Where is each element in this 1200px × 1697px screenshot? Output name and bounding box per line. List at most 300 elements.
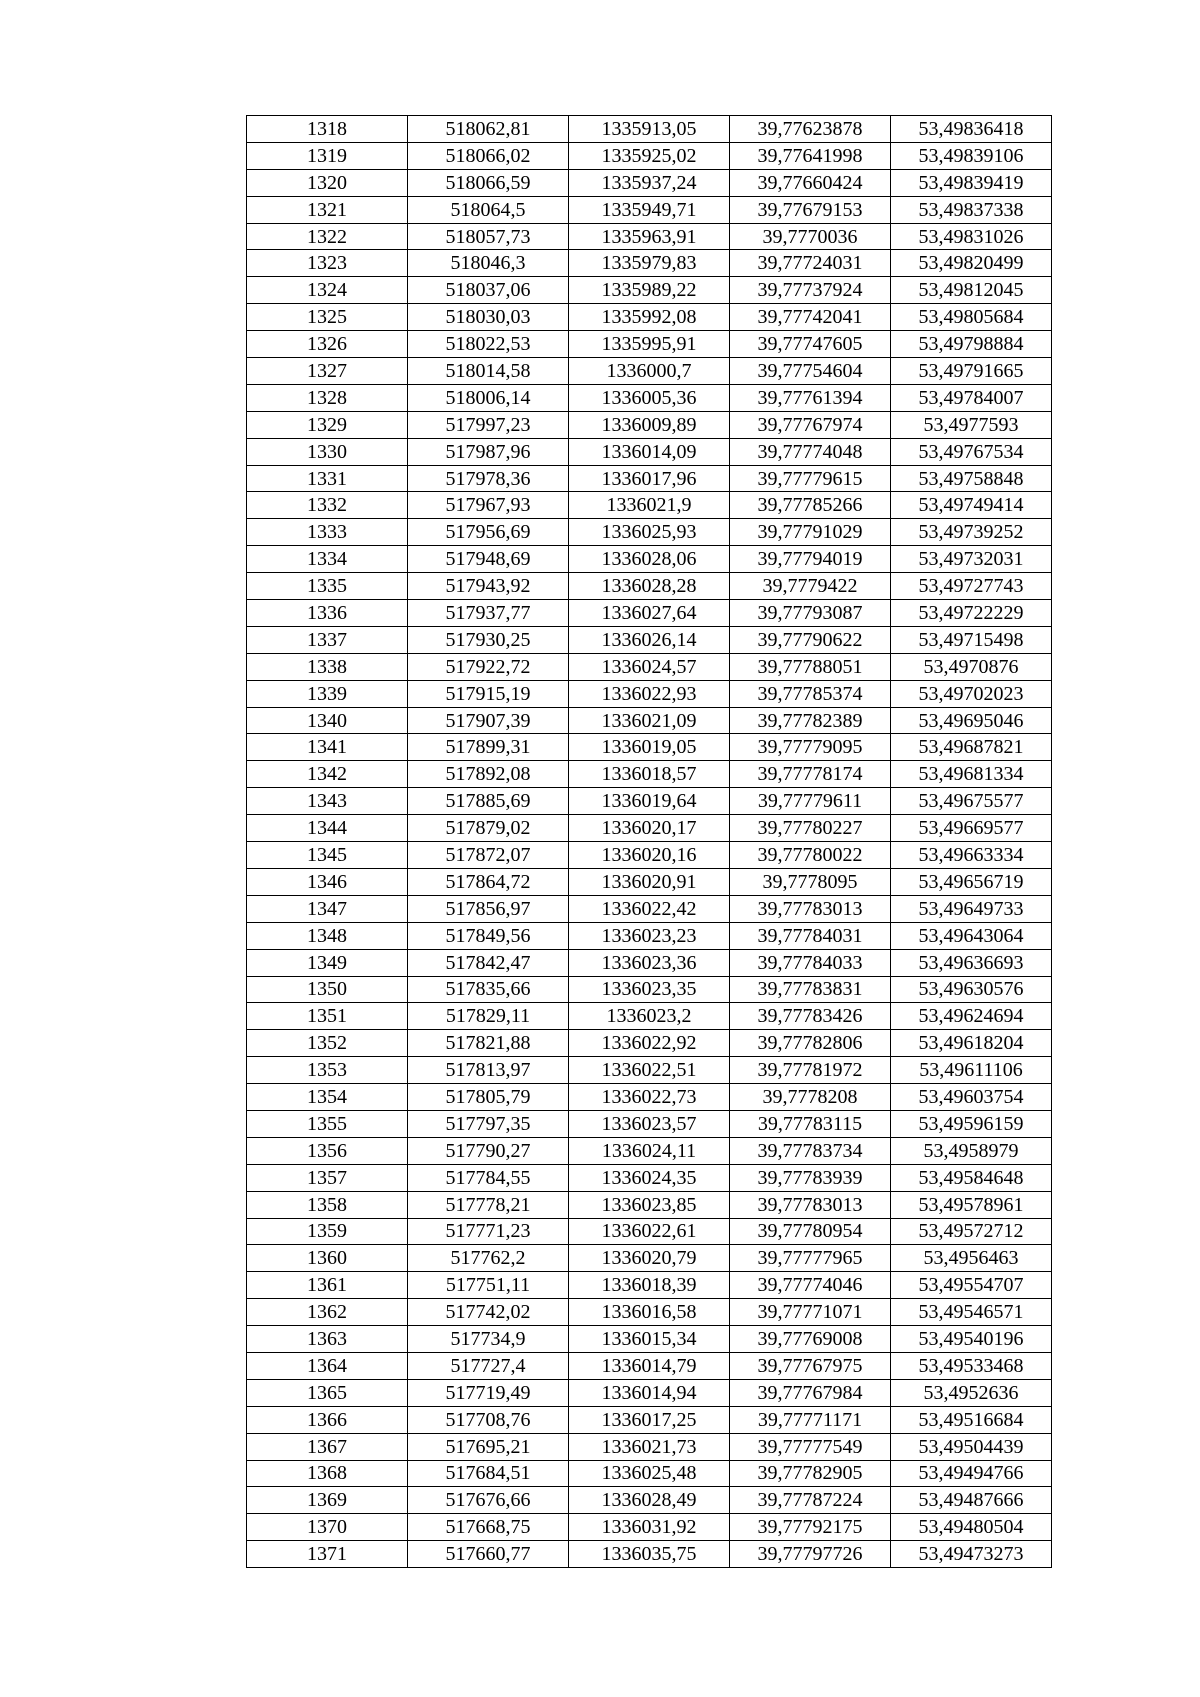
- longitude-cell: 39,77641998: [730, 142, 891, 169]
- latitude-cell: 53,49675577: [891, 788, 1052, 815]
- table-row: [247, 1541, 1052, 1568]
- table-row: [247, 250, 1052, 277]
- table-row: [247, 223, 1052, 250]
- longitude-cell: 39,77780227: [730, 815, 891, 842]
- table-row: [247, 1137, 1052, 1164]
- table-row: [247, 169, 1052, 196]
- table-row: [247, 949, 1052, 976]
- x-coordinate-cell: 517835,66: [408, 976, 569, 1003]
- x-coordinate-cell: 518022,53: [408, 331, 569, 358]
- table-row: [247, 1164, 1052, 1191]
- point-number-cell: 1328: [247, 384, 408, 411]
- point-number-cell: 1323: [247, 250, 408, 277]
- table-row: [247, 761, 1052, 788]
- point-number-cell: 1356: [247, 1137, 408, 1164]
- y-coordinate-cell: 1336026,14: [569, 626, 730, 653]
- latitude-cell: 53,49494766: [891, 1460, 1052, 1487]
- x-coordinate-cell: 518064,5: [408, 196, 569, 223]
- table-row: [247, 1326, 1052, 1353]
- point-number-cell: 1347: [247, 895, 408, 922]
- point-number-cell: 1333: [247, 519, 408, 546]
- longitude-cell: 39,77788051: [730, 653, 891, 680]
- table-row: [247, 1030, 1052, 1057]
- y-coordinate-cell: 1336035,75: [569, 1541, 730, 1568]
- latitude-cell: 53,49480504: [891, 1514, 1052, 1541]
- y-coordinate-cell: 1336020,91: [569, 868, 730, 895]
- longitude-cell: 39,77783115: [730, 1110, 891, 1137]
- x-coordinate-cell: 518066,02: [408, 142, 569, 169]
- longitude-cell: 39,7778208: [730, 1084, 891, 1111]
- point-number-cell: 1353: [247, 1057, 408, 1084]
- latitude-cell: 53,4970876: [891, 653, 1052, 680]
- x-coordinate-cell: 517856,97: [408, 895, 569, 922]
- y-coordinate-cell: 1336022,51: [569, 1057, 730, 1084]
- point-number-cell: 1348: [247, 922, 408, 949]
- x-coordinate-cell: 517813,97: [408, 1057, 569, 1084]
- point-number-cell: 1324: [247, 277, 408, 304]
- table-row: [247, 1003, 1052, 1030]
- longitude-cell: 39,77771171: [730, 1406, 891, 1433]
- x-coordinate-cell: 517742,02: [408, 1299, 569, 1326]
- longitude-cell: 39,77779095: [730, 734, 891, 761]
- y-coordinate-cell: 1335937,24: [569, 169, 730, 196]
- x-coordinate-cell: 517915,19: [408, 680, 569, 707]
- point-number-cell: 1342: [247, 761, 408, 788]
- longitude-cell: 39,77783426: [730, 1003, 891, 1030]
- table-row: [247, 653, 1052, 680]
- x-coordinate-cell: 517930,25: [408, 626, 569, 653]
- longitude-cell: 39,77780954: [730, 1218, 891, 1245]
- table-row: [247, 600, 1052, 627]
- point-number-cell: 1359: [247, 1218, 408, 1245]
- latitude-cell: 53,49596159: [891, 1110, 1052, 1137]
- longitude-cell: 39,77778174: [730, 761, 891, 788]
- y-coordinate-cell: 1336023,36: [569, 949, 730, 976]
- longitude-cell: 39,77785266: [730, 492, 891, 519]
- x-coordinate-cell: 518062,81: [408, 116, 569, 143]
- y-coordinate-cell: 1336022,73: [569, 1084, 730, 1111]
- y-coordinate-cell: 1336024,35: [569, 1164, 730, 1191]
- x-coordinate-cell: 517922,72: [408, 653, 569, 680]
- point-number-cell: 1355: [247, 1110, 408, 1137]
- point-number-cell: 1345: [247, 842, 408, 869]
- table-row: [247, 196, 1052, 223]
- x-coordinate-cell: 517978,36: [408, 465, 569, 492]
- longitude-cell: 39,77679153: [730, 196, 891, 223]
- longitude-cell: 39,77774046: [730, 1272, 891, 1299]
- point-number-cell: 1351: [247, 1003, 408, 1030]
- longitude-cell: 39,77783939: [730, 1164, 891, 1191]
- y-coordinate-cell: 1336016,58: [569, 1299, 730, 1326]
- x-coordinate-cell: 517719,49: [408, 1379, 569, 1406]
- x-coordinate-cell: 517727,4: [408, 1352, 569, 1379]
- table-row: [247, 922, 1052, 949]
- latitude-cell: 53,49487666: [891, 1487, 1052, 1514]
- point-number-cell: 1364: [247, 1352, 408, 1379]
- x-coordinate-cell: 517987,96: [408, 438, 569, 465]
- longitude-cell: 39,77779611: [730, 788, 891, 815]
- latitude-cell: 53,49831026: [891, 223, 1052, 250]
- y-coordinate-cell: 1335989,22: [569, 277, 730, 304]
- table-row: [247, 1191, 1052, 1218]
- longitude-cell: 39,77794019: [730, 546, 891, 573]
- longitude-cell: 39,77769008: [730, 1326, 891, 1353]
- y-coordinate-cell: 1336019,64: [569, 788, 730, 815]
- table-row: [247, 1299, 1052, 1326]
- table-row: [247, 626, 1052, 653]
- latitude-cell: 53,49656719: [891, 868, 1052, 895]
- longitude-cell: 39,77783013: [730, 1191, 891, 1218]
- x-coordinate-cell: 517967,93: [408, 492, 569, 519]
- table-row: [247, 815, 1052, 842]
- x-coordinate-cell: 517821,88: [408, 1030, 569, 1057]
- point-number-cell: 1354: [247, 1084, 408, 1111]
- table-row: [247, 438, 1052, 465]
- longitude-cell: 39,77783013: [730, 895, 891, 922]
- point-number-cell: 1319: [247, 142, 408, 169]
- table-row: [247, 1272, 1052, 1299]
- table-row: [247, 895, 1052, 922]
- longitude-cell: 39,7779422: [730, 573, 891, 600]
- x-coordinate-cell: 517879,02: [408, 815, 569, 842]
- y-coordinate-cell: 1336005,36: [569, 384, 730, 411]
- latitude-cell: 53,49758848: [891, 465, 1052, 492]
- x-coordinate-cell: 517778,21: [408, 1191, 569, 1218]
- y-coordinate-cell: 1335995,91: [569, 331, 730, 358]
- latitude-cell: 53,49798884: [891, 331, 1052, 358]
- y-coordinate-cell: 1336017,96: [569, 465, 730, 492]
- table-row: [247, 976, 1052, 1003]
- longitude-cell: 39,7770036: [730, 223, 891, 250]
- point-number-cell: 1363: [247, 1326, 408, 1353]
- y-coordinate-cell: 1336014,79: [569, 1352, 730, 1379]
- y-coordinate-cell: 1336014,94: [569, 1379, 730, 1406]
- point-number-cell: 1365: [247, 1379, 408, 1406]
- table-row: [247, 1352, 1052, 1379]
- point-number-cell: 1368: [247, 1460, 408, 1487]
- point-number-cell: 1358: [247, 1191, 408, 1218]
- table-row: [247, 492, 1052, 519]
- latitude-cell: 53,49702023: [891, 680, 1052, 707]
- table-row: [247, 1433, 1052, 1460]
- longitude-cell: 39,77774048: [730, 438, 891, 465]
- longitude-cell: 39,77797726: [730, 1541, 891, 1568]
- point-number-cell: 1340: [247, 707, 408, 734]
- latitude-cell: 53,49516684: [891, 1406, 1052, 1433]
- table-row: [247, 1084, 1052, 1111]
- latitude-cell: 53,4977593: [891, 411, 1052, 438]
- point-number-cell: 1325: [247, 304, 408, 331]
- latitude-cell: 53,49749414: [891, 492, 1052, 519]
- x-coordinate-cell: 517899,31: [408, 734, 569, 761]
- table-row: [247, 304, 1052, 331]
- x-coordinate-cell: 518006,14: [408, 384, 569, 411]
- latitude-cell: 53,49784007: [891, 384, 1052, 411]
- latitude-cell: 53,49732031: [891, 546, 1052, 573]
- y-coordinate-cell: 1336025,48: [569, 1460, 730, 1487]
- y-coordinate-cell: 1336020,16: [569, 842, 730, 869]
- longitude-cell: 39,77779615: [730, 465, 891, 492]
- x-coordinate-cell: 517676,66: [408, 1487, 569, 1514]
- y-coordinate-cell: 1336031,92: [569, 1514, 730, 1541]
- table-row: [247, 1057, 1052, 1084]
- longitude-cell: 39,77623878: [730, 116, 891, 143]
- x-coordinate-cell: 518030,03: [408, 304, 569, 331]
- table-row: [247, 519, 1052, 546]
- latitude-cell: 53,49669577: [891, 815, 1052, 842]
- x-coordinate-cell: 517668,75: [408, 1514, 569, 1541]
- x-coordinate-cell: 517842,47: [408, 949, 569, 976]
- longitude-cell: 39,77761394: [730, 384, 891, 411]
- y-coordinate-cell: 1336027,64: [569, 600, 730, 627]
- point-number-cell: 1318: [247, 116, 408, 143]
- table-row: [247, 788, 1052, 815]
- latitude-cell: 53,49618204: [891, 1030, 1052, 1057]
- latitude-cell: 53,49722229: [891, 600, 1052, 627]
- y-coordinate-cell: 1336015,34: [569, 1326, 730, 1353]
- x-coordinate-cell: 517734,9: [408, 1326, 569, 1353]
- x-coordinate-cell: 517872,07: [408, 842, 569, 869]
- x-coordinate-cell: 517708,76: [408, 1406, 569, 1433]
- y-coordinate-cell: 1336022,92: [569, 1030, 730, 1057]
- x-coordinate-cell: 517943,92: [408, 573, 569, 600]
- y-coordinate-cell: 1335979,83: [569, 250, 730, 277]
- y-coordinate-cell: 1335925,02: [569, 142, 730, 169]
- y-coordinate-cell: 1336021,73: [569, 1433, 730, 1460]
- longitude-cell: 39,77787224: [730, 1487, 891, 1514]
- y-coordinate-cell: 1336021,09: [569, 707, 730, 734]
- latitude-cell: 53,4952636: [891, 1379, 1052, 1406]
- table-row: [247, 1487, 1052, 1514]
- longitude-cell: 39,77724031: [730, 250, 891, 277]
- x-coordinate-cell: 517695,21: [408, 1433, 569, 1460]
- y-coordinate-cell: 1336024,11: [569, 1137, 730, 1164]
- longitude-cell: 39,7778095: [730, 868, 891, 895]
- latitude-cell: 53,49533468: [891, 1352, 1052, 1379]
- point-number-cell: 1352: [247, 1030, 408, 1057]
- table-row: [247, 1379, 1052, 1406]
- y-coordinate-cell: 1336028,49: [569, 1487, 730, 1514]
- x-coordinate-cell: 518046,3: [408, 250, 569, 277]
- point-number-cell: 1335: [247, 573, 408, 600]
- x-coordinate-cell: 518057,73: [408, 223, 569, 250]
- point-number-cell: 1346: [247, 868, 408, 895]
- table-row: [247, 1245, 1052, 1272]
- point-number-cell: 1336: [247, 600, 408, 627]
- y-coordinate-cell: 1335992,08: [569, 304, 730, 331]
- longitude-cell: 39,77784033: [730, 949, 891, 976]
- longitude-cell: 39,77785374: [730, 680, 891, 707]
- latitude-cell: 53,49739252: [891, 519, 1052, 546]
- point-number-cell: 1331: [247, 465, 408, 492]
- latitude-cell: 53,49504439: [891, 1433, 1052, 1460]
- table-row: [247, 707, 1052, 734]
- longitude-cell: 39,77780022: [730, 842, 891, 869]
- latitude-cell: 53,49603754: [891, 1084, 1052, 1111]
- longitude-cell: 39,77767984: [730, 1379, 891, 1406]
- x-coordinate-cell: 517864,72: [408, 868, 569, 895]
- longitude-cell: 39,77737924: [730, 277, 891, 304]
- point-number-cell: 1327: [247, 358, 408, 385]
- table-row: [247, 277, 1052, 304]
- x-coordinate-cell: 518014,58: [408, 358, 569, 385]
- longitude-cell: 39,77754604: [730, 358, 891, 385]
- point-number-cell: 1349: [247, 949, 408, 976]
- y-coordinate-cell: 1335949,71: [569, 196, 730, 223]
- latitude-cell: 53,49715498: [891, 626, 1052, 653]
- longitude-cell: 39,77793087: [730, 600, 891, 627]
- point-number-cell: 1366: [247, 1406, 408, 1433]
- latitude-cell: 53,49554707: [891, 1272, 1052, 1299]
- table-row: [247, 868, 1052, 895]
- x-coordinate-cell: 517784,55: [408, 1164, 569, 1191]
- point-number-cell: 1321: [247, 196, 408, 223]
- y-coordinate-cell: 1336023,85: [569, 1191, 730, 1218]
- latitude-cell: 53,49649733: [891, 895, 1052, 922]
- x-coordinate-cell: 517660,77: [408, 1541, 569, 1568]
- point-number-cell: 1338: [247, 653, 408, 680]
- latitude-cell: 53,49839106: [891, 142, 1052, 169]
- point-number-cell: 1370: [247, 1514, 408, 1541]
- longitude-cell: 39,77777965: [730, 1245, 891, 1272]
- x-coordinate-cell: 517751,11: [408, 1272, 569, 1299]
- y-coordinate-cell: 1335963,91: [569, 223, 730, 250]
- latitude-cell: 53,49805684: [891, 304, 1052, 331]
- latitude-cell: 53,49767534: [891, 438, 1052, 465]
- y-coordinate-cell: 1336023,35: [569, 976, 730, 1003]
- latitude-cell: 53,49546571: [891, 1299, 1052, 1326]
- y-coordinate-cell: 1336028,06: [569, 546, 730, 573]
- latitude-cell: 53,49636693: [891, 949, 1052, 976]
- latitude-cell: 53,49695046: [891, 707, 1052, 734]
- latitude-cell: 53,49812045: [891, 277, 1052, 304]
- table-row: [247, 573, 1052, 600]
- point-number-cell: 1337: [247, 626, 408, 653]
- x-coordinate-cell: 517797,35: [408, 1110, 569, 1137]
- x-coordinate-cell: 517937,77: [408, 600, 569, 627]
- longitude-cell: 39,77660424: [730, 169, 891, 196]
- point-number-cell: 1362: [247, 1299, 408, 1326]
- latitude-cell: 53,49791665: [891, 358, 1052, 385]
- y-coordinate-cell: 1336000,7: [569, 358, 730, 385]
- x-coordinate-cell: 517849,56: [408, 922, 569, 949]
- longitude-cell: 39,77784031: [730, 922, 891, 949]
- y-coordinate-cell: 1336018,57: [569, 761, 730, 788]
- latitude-cell: 53,4956463: [891, 1245, 1052, 1272]
- latitude-cell: 53,49837338: [891, 196, 1052, 223]
- latitude-cell: 53,49663334: [891, 842, 1052, 869]
- point-number-cell: 1360: [247, 1245, 408, 1272]
- latitude-cell: 53,49839419: [891, 169, 1052, 196]
- table-row: [247, 411, 1052, 438]
- y-coordinate-cell: 1336018,39: [569, 1272, 730, 1299]
- longitude-cell: 39,77783831: [730, 976, 891, 1003]
- longitude-cell: 39,77782905: [730, 1460, 891, 1487]
- latitude-cell: 53,49572712: [891, 1218, 1052, 1245]
- table-body: [247, 116, 1052, 1568]
- table-row: [247, 734, 1052, 761]
- longitude-cell: 39,77767974: [730, 411, 891, 438]
- x-coordinate-cell: 517885,69: [408, 788, 569, 815]
- longitude-cell: 39,77791029: [730, 519, 891, 546]
- point-number-cell: 1343: [247, 788, 408, 815]
- y-coordinate-cell: 1336023,2: [569, 1003, 730, 1030]
- y-coordinate-cell: 1336019,05: [569, 734, 730, 761]
- x-coordinate-cell: 518066,59: [408, 169, 569, 196]
- point-number-cell: 1361: [247, 1272, 408, 1299]
- latitude-cell: 53,49820499: [891, 250, 1052, 277]
- longitude-cell: 39,77782806: [730, 1030, 891, 1057]
- longitude-cell: 39,77790622: [730, 626, 891, 653]
- x-coordinate-cell: 517892,08: [408, 761, 569, 788]
- table-row: [247, 142, 1052, 169]
- point-number-cell: 1334: [247, 546, 408, 573]
- latitude-cell: 53,49540196: [891, 1326, 1052, 1353]
- longitude-cell: 39,77792175: [730, 1514, 891, 1541]
- longitude-cell: 39,77783734: [730, 1137, 891, 1164]
- latitude-cell: 53,49836418: [891, 116, 1052, 143]
- latitude-cell: 53,49643064: [891, 922, 1052, 949]
- latitude-cell: 53,49687821: [891, 734, 1052, 761]
- latitude-cell: 53,49584648: [891, 1164, 1052, 1191]
- latitude-cell: 53,49727743: [891, 573, 1052, 600]
- table-row: [247, 465, 1052, 492]
- longitude-cell: 39,77777549: [730, 1433, 891, 1460]
- x-coordinate-cell: 517790,27: [408, 1137, 569, 1164]
- y-coordinate-cell: 1336021,9: [569, 492, 730, 519]
- x-coordinate-cell: 517684,51: [408, 1460, 569, 1487]
- latitude-cell: 53,4958979: [891, 1137, 1052, 1164]
- x-coordinate-cell: 517907,39: [408, 707, 569, 734]
- latitude-cell: 53,49578961: [891, 1191, 1052, 1218]
- y-coordinate-cell: 1336020,79: [569, 1245, 730, 1272]
- y-coordinate-cell: 1336024,57: [569, 653, 730, 680]
- latitude-cell: 53,49611106: [891, 1057, 1052, 1084]
- x-coordinate-cell: 517771,23: [408, 1218, 569, 1245]
- table-row: [247, 1406, 1052, 1433]
- table-row: [247, 1110, 1052, 1137]
- x-coordinate-cell: 517829,11: [408, 1003, 569, 1030]
- y-coordinate-cell: 1335913,05: [569, 116, 730, 143]
- table-row: [247, 546, 1052, 573]
- longitude-cell: 39,77782389: [730, 707, 891, 734]
- latitude-cell: 53,49630576: [891, 976, 1052, 1003]
- table-row: [247, 116, 1052, 143]
- point-number-cell: 1330: [247, 438, 408, 465]
- x-coordinate-cell: 518037,06: [408, 277, 569, 304]
- y-coordinate-cell: 1336022,93: [569, 680, 730, 707]
- table-row: [247, 842, 1052, 869]
- point-number-cell: 1371: [247, 1541, 408, 1568]
- y-coordinate-cell: 1336020,17: [569, 815, 730, 842]
- coordinates-table: [246, 115, 1052, 1568]
- point-number-cell: 1332: [247, 492, 408, 519]
- table-row: [247, 358, 1052, 385]
- longitude-cell: 39,77747605: [730, 331, 891, 358]
- longitude-cell: 39,77742041: [730, 304, 891, 331]
- x-coordinate-cell: 517762,2: [408, 1245, 569, 1272]
- table-row: [247, 384, 1052, 411]
- point-number-cell: 1320: [247, 169, 408, 196]
- latitude-cell: 53,49473273: [891, 1541, 1052, 1568]
- point-number-cell: 1322: [247, 223, 408, 250]
- point-number-cell: 1369: [247, 1487, 408, 1514]
- point-number-cell: 1357: [247, 1164, 408, 1191]
- table-row: [247, 680, 1052, 707]
- y-coordinate-cell: 1336025,93: [569, 519, 730, 546]
- table-row: [247, 1514, 1052, 1541]
- point-number-cell: 1329: [247, 411, 408, 438]
